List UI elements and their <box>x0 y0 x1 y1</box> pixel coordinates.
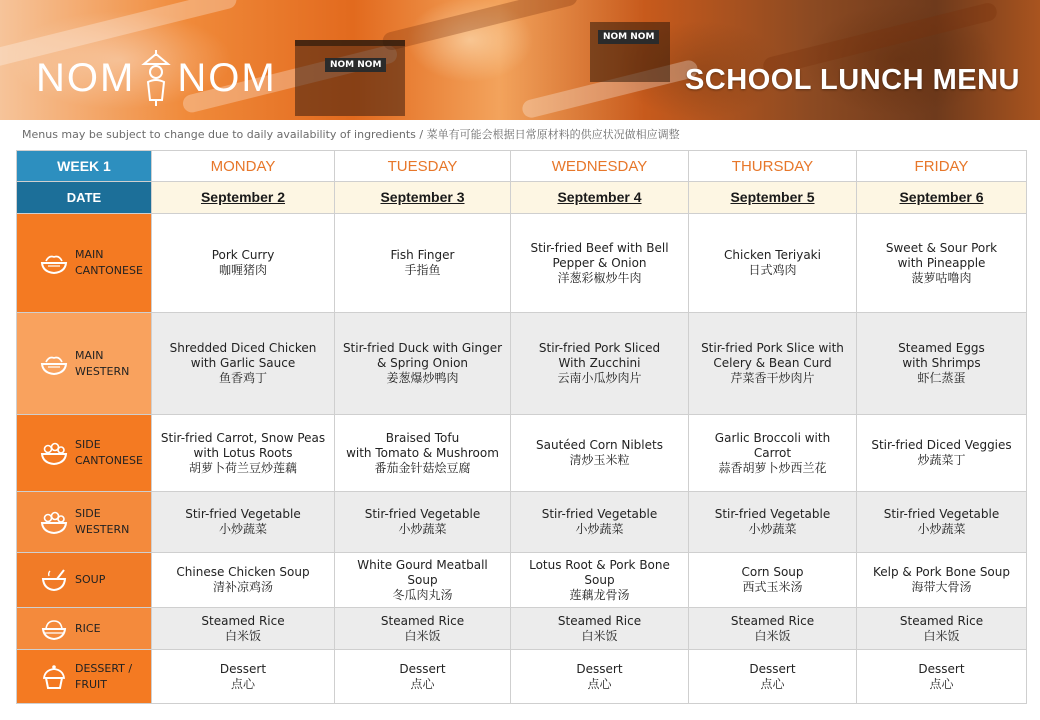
dish-line: 点心 <box>760 676 785 691</box>
date-monday: September 2 <box>152 182 335 214</box>
dish-line: 白米饭 <box>581 628 618 643</box>
category-label-line: MAIN <box>75 248 104 261</box>
menu-row <box>17 492 1027 553</box>
menu-cell <box>857 492 1027 553</box>
menu-cell <box>689 608 857 650</box>
dish-line: 番茄金针菇烩豆腐 <box>374 460 471 475</box>
dish-line: 白米饭 <box>224 628 261 643</box>
day-monday: MONDAY <box>152 151 335 182</box>
dish-line: Stir-fried Beef with Bell <box>530 240 669 255</box>
category-cell <box>17 608 152 650</box>
category <box>17 661 151 693</box>
logo-word-left: NOM <box>36 55 136 100</box>
dish-line: Steamed Rice <box>730 613 815 628</box>
menu-cell <box>152 492 335 553</box>
dish-line: 莲藕龙骨汤 <box>569 587 630 602</box>
menu-cell <box>335 415 511 492</box>
menu-row <box>17 608 1027 650</box>
shop-sign: NOM NOM <box>325 58 386 72</box>
dish-line: Dessert <box>219 661 267 676</box>
date-thursday: September 5 <box>689 182 857 214</box>
menu-body <box>17 214 1027 704</box>
shop-sign: NOM NOM <box>598 30 659 44</box>
dish-line: Stir-fried Carrot, Snow Peas <box>160 430 326 445</box>
dish-line: 白米饭 <box>754 628 791 643</box>
availability-note: Menus may be subject to change due to daily availability of ingredients / 菜单有可能会根据日常原材料的供应状况做相应调整 <box>22 128 680 141</box>
menu-cell <box>511 492 689 553</box>
menu-cell <box>511 313 689 415</box>
category-label <box>75 437 143 469</box>
dish-line: 清炒玉米粒 <box>569 453 630 467</box>
dish-line: Sautéed Corn Niblets <box>536 438 663 452</box>
cupcake-icon <box>39 664 69 690</box>
dish-line: Steamed Rice <box>201 613 285 628</box>
dish-line: 点心 <box>410 676 435 691</box>
dish-line: with Garlic Sauce <box>190 356 296 370</box>
dish-line: 胡萝卜荷兰豆炒莲藕 <box>188 460 297 475</box>
dish-line: 咖喱猪肉 <box>218 263 267 277</box>
day-thursday: THURSDAY <box>689 151 857 182</box>
dish-line: Stir-fried Duck with Ginger <box>342 341 503 355</box>
day-friday: FRIDAY <box>857 151 1027 182</box>
date-tuesday: September 3 <box>335 182 511 214</box>
category-label <box>75 572 105 588</box>
dish-line: 鱼香鸡丁 <box>218 371 267 385</box>
dish-line: Braised Tofu <box>385 430 460 445</box>
category-cell <box>17 214 152 313</box>
brand-logo <box>36 48 277 108</box>
dish-line: 小炒蔬菜 <box>917 522 966 536</box>
menu-cell <box>511 608 689 650</box>
dish-line: Steamed Eggs <box>898 341 985 355</box>
category-label-line: CANTONESE <box>75 454 143 467</box>
menu-cell <box>689 650 857 704</box>
category-label <box>75 621 101 637</box>
dish-line: Chinese Chicken Soup <box>176 565 310 579</box>
bowl-icon <box>39 351 69 377</box>
dish-line: Stir-fried Vegetable <box>541 507 658 521</box>
category-cell <box>17 492 152 553</box>
dish-line: Stir-fried Vegetable <box>185 507 301 521</box>
menu-cell <box>689 553 857 608</box>
dish-line: & Spring Onion <box>376 356 469 370</box>
dish-line: Steamed Rice <box>557 613 642 628</box>
menu-cell <box>689 214 857 313</box>
lunch-menu-table <box>16 150 1027 704</box>
category <box>17 567 151 593</box>
dish-line: Pepper & Onion <box>552 255 647 270</box>
dish-line: Dessert <box>749 661 796 676</box>
dish-line: 海带大骨汤 <box>911 580 972 594</box>
menu-cell <box>689 415 857 492</box>
dish-line: 西式玉米汤 <box>742 580 803 594</box>
menu-cell <box>689 492 857 553</box>
date-label: DATE <box>17 182 152 214</box>
category <box>17 247 151 279</box>
date-friday: September 6 <box>857 182 1027 214</box>
dish-line: 小炒蔬菜 <box>218 522 267 536</box>
menu-row <box>17 313 1027 415</box>
menu-cell <box>511 650 689 704</box>
menu-cell <box>511 553 689 608</box>
dish-line: with Tomato & Mushroom <box>346 445 499 460</box>
category <box>17 437 151 469</box>
dish-line: 白米饭 <box>404 628 441 643</box>
dish-line: with Shrimps <box>902 356 981 370</box>
menu-cell <box>152 608 335 650</box>
day-tuesday: TUESDAY <box>335 151 511 182</box>
dish-line: Garlic Broccoli with Carrot <box>714 430 831 460</box>
dish-line: Sweet & Sour Pork <box>885 240 998 255</box>
dish-line: Pork Curry <box>211 248 275 262</box>
menu-cell <box>152 313 335 415</box>
category-cell <box>17 313 152 415</box>
dish-line: 手指鱼 <box>404 263 441 277</box>
dish-line: 云南小瓜炒肉片 <box>557 371 642 385</box>
menu-cell <box>152 553 335 608</box>
dish-line: Chicken Teriyaki <box>724 248 821 262</box>
menu-cell <box>335 313 511 415</box>
day-header-row <box>17 151 1027 182</box>
menu-cell <box>152 214 335 313</box>
dish-line: Stir-fried Vegetable <box>364 507 481 521</box>
menu-cell <box>152 415 335 492</box>
dish-line: 姜葱爆炒鸭肉 <box>386 371 459 385</box>
dish-line: with Pineapple <box>897 255 986 270</box>
dish-line: 虾仁蒸蛋 <box>917 371 966 385</box>
dish-line: Celery & Bean Curd <box>713 356 832 370</box>
category-label-line: SOUP <box>75 573 106 586</box>
category-label <box>75 247 143 279</box>
category-label-line: SIDE <box>75 507 101 520</box>
menu-cell <box>335 492 511 553</box>
dish-line: Stir-fried Vegetable <box>883 507 1000 521</box>
dish-line: with Lotus Roots <box>193 445 293 460</box>
category <box>17 348 151 380</box>
salad-icon <box>39 440 69 466</box>
salad-icon <box>39 509 69 535</box>
storefront-image <box>295 40 405 116</box>
menu-cell <box>335 650 511 704</box>
day-wednesday: WEDNESDAY <box>511 151 689 182</box>
dish-line: 白米饭 <box>923 628 960 643</box>
menu-cell <box>857 608 1027 650</box>
menu-cell <box>857 415 1027 492</box>
bowl-icon <box>39 250 69 276</box>
menu-row <box>17 553 1027 608</box>
menu-row <box>17 415 1027 492</box>
dish-line: Stir-fried Pork Slice with <box>701 341 844 355</box>
logo-word-right: NOM <box>177 55 277 100</box>
menu-row <box>17 650 1027 704</box>
category-label-line: CANTONESE <box>75 264 143 277</box>
dish-line: 菠萝咕噜肉 <box>911 270 972 285</box>
dish-line: Shredded Diced Chicken <box>169 341 317 355</box>
rice-icon <box>39 616 69 642</box>
dish-line: White Gourd Meatball Soup <box>357 557 488 587</box>
category-label-line: RICE <box>75 621 101 635</box>
menu-cell <box>857 313 1027 415</box>
dish-line: 蒜香胡萝卜炒西兰花 <box>718 460 827 475</box>
menu-cell <box>152 650 335 704</box>
dish-line: Steamed Rice <box>380 613 465 628</box>
menu-cell <box>335 553 511 608</box>
dish-line: 日式鸡肉 <box>748 263 797 277</box>
menu-cell <box>689 313 857 415</box>
menu-cell <box>857 214 1027 313</box>
category-label-line: WESTERN <box>75 364 130 378</box>
dish-line: 小炒蔬菜 <box>575 522 624 536</box>
menu-cell <box>335 608 511 650</box>
date-row <box>17 182 1027 214</box>
dish-line: Kelp & Pork Bone Soup <box>873 565 1010 579</box>
menu-cell <box>335 214 511 313</box>
category-label-line: MAIN <box>75 348 104 362</box>
dish-line: Corn Soup <box>741 565 804 579</box>
date-wednesday: September 4 <box>511 182 689 214</box>
chef-mascot-icon <box>141 48 171 108</box>
category-label-line: DESSERT / <box>75 661 133 675</box>
menu-cell <box>857 553 1027 608</box>
menu-row <box>17 214 1027 313</box>
header-banner <box>0 0 1040 120</box>
category-label-line: WESTERN <box>75 523 130 536</box>
category-label <box>75 506 129 538</box>
dish-line: Stir-fried Vegetable <box>714 507 831 521</box>
storefront-image <box>590 22 670 82</box>
dish-line: Dessert <box>918 661 965 676</box>
page-title: SCHOOL LUNCH MENU <box>684 64 1020 96</box>
category-label-line: SIDE <box>75 438 101 451</box>
dish-line: Soup <box>584 572 615 587</box>
dish-line: Stir-fried Pork Sliced <box>538 341 661 355</box>
dish-line: 洋葱彩椒炒牛肉 <box>557 270 642 285</box>
dish-line: With Zucchini <box>558 356 641 370</box>
soup-icon <box>39 567 69 593</box>
dish-line: 清补凉鸡汤 <box>212 580 273 594</box>
dish-line: 小炒蔬菜 <box>398 522 447 536</box>
category-cell <box>17 650 152 704</box>
menu-cell <box>857 650 1027 704</box>
dish-line: 小炒蔬菜 <box>748 522 797 536</box>
dish-line: 炒蔬菜丁 <box>917 453 966 467</box>
category-cell <box>17 415 152 492</box>
category <box>17 506 151 538</box>
category-label <box>75 661 132 693</box>
category-label-line: FRUIT <box>75 677 107 691</box>
dish-line: 点心 <box>929 676 954 691</box>
menu-cell <box>511 415 689 492</box>
dish-line: Steamed Rice <box>899 613 984 628</box>
dish-line: Fish Finger <box>390 248 455 262</box>
paint-streak <box>381 0 579 52</box>
dish-line: 冬瓜肉丸汤 <box>392 587 453 602</box>
category <box>17 616 151 642</box>
dish-line: Dessert <box>576 661 623 676</box>
menu-cell <box>511 214 689 313</box>
dish-line: 点心 <box>230 676 255 691</box>
dish-line: 点心 <box>587 676 612 691</box>
dish-line: 芹菜香干炒肉片 <box>730 371 815 385</box>
dish-line: Dessert <box>399 661 446 676</box>
dish-line: Lotus Root & Pork Bone <box>529 557 670 572</box>
category-label <box>75 348 129 380</box>
week-label: WEEK 1 <box>17 151 152 182</box>
category-cell <box>17 553 152 608</box>
dish-line: Stir-fried Diced Veggies <box>871 438 1012 452</box>
